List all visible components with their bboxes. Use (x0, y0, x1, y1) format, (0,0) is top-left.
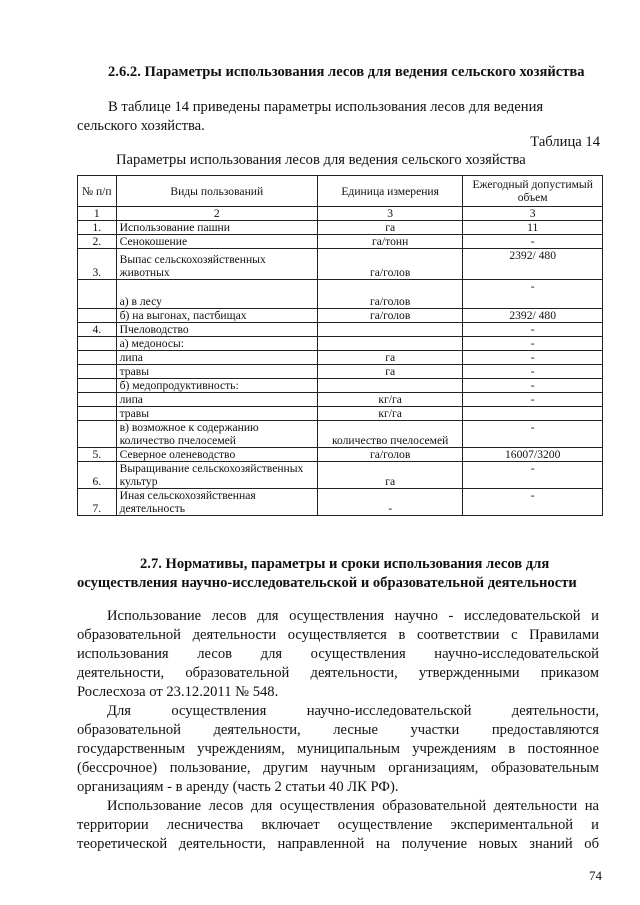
header-volume: Ежегодный допустимый объем (463, 176, 603, 207)
row-unit: кг/га (317, 393, 462, 407)
table-number: Таблица 14 (530, 134, 600, 150)
forest-use-table (77, 175, 603, 516)
row-volume: - (463, 235, 603, 249)
colnum-4: 3 (463, 207, 603, 221)
row-unit: га (317, 221, 462, 235)
section-heading-2-7-line-1: 2.7. Нормативы, параметры и сроки использования лесов для (140, 556, 550, 572)
row-type: а) медоносы: (116, 337, 317, 351)
section-heading-2-7-line-2: осуществления научно-исследовательской и образовательной деятельности (77, 575, 577, 591)
page-number: 74 (589, 868, 602, 883)
row-volume: - (463, 421, 603, 448)
row-unit: количество пчелосемей (317, 421, 462, 448)
header-type: Виды пользований (116, 176, 317, 207)
row-type: Использование пашни (116, 221, 317, 235)
table-row (78, 448, 603, 462)
row-num (78, 379, 117, 393)
row-num (78, 393, 117, 407)
row-type: Сенокошение (116, 235, 317, 249)
row-num (78, 351, 117, 365)
row-unit: га/голов (317, 280, 462, 309)
table-row (78, 489, 603, 516)
table-row (78, 365, 603, 379)
row-unit: га/голов (317, 309, 462, 323)
row-num: 2. (78, 235, 117, 249)
row-unit: га (317, 462, 462, 489)
row-num: 4. (78, 323, 117, 337)
body-line-6: Для осуществления научно-исследовательской деятельности, (107, 703, 599, 719)
table-row (78, 407, 603, 421)
table-row (78, 462, 603, 489)
row-num (78, 365, 117, 379)
row-num (78, 407, 117, 421)
body-line-3: использования лесов для осуществления научно-исследовательской (77, 646, 599, 662)
row-type: липа (116, 351, 317, 365)
body-line-5: Рослесхоза от 23.12.2011 № 548. (77, 684, 279, 700)
row-type: травы (116, 365, 317, 379)
table-row (78, 280, 603, 309)
table-colnum-row (78, 207, 603, 221)
table-row (78, 351, 603, 365)
row-volume: - (463, 462, 603, 489)
row-unit: - (317, 489, 462, 516)
row-volume: 11 (463, 221, 603, 235)
body-line-4: деятельности, образовательной деятельности, утвержденными приказом (77, 665, 599, 681)
body-line-7: образовательной деятельности, лесные участки предоставляются (77, 722, 599, 738)
row-volume: - (463, 393, 603, 407)
row-volume: - (463, 379, 603, 393)
row-type: Выпас сельскохозяйственных животных (116, 249, 317, 280)
row-num (78, 280, 117, 309)
row-type: Пчеловодство (116, 323, 317, 337)
body-line-2: образовательной деятельности осуществляется в соответствии с Правилами (77, 627, 599, 643)
body-line-12: территории лесничества включает осуществление экспериментальной и (77, 817, 599, 833)
row-volume: - (463, 351, 603, 365)
row-type: б) на выгонах, пастбищах (116, 309, 317, 323)
body-line-1: Использование лесов для осуществления научно - исследовательской и (107, 608, 599, 624)
header-num: № п/п (78, 176, 117, 207)
row-unit: га/голов (317, 448, 462, 462)
row-num (78, 421, 117, 448)
table-row (78, 309, 603, 323)
row-type: Северное оленеводство (116, 448, 317, 462)
table-row (78, 249, 603, 280)
header-unit: Единица измерения (317, 176, 462, 207)
row-volume: - (463, 323, 603, 337)
body-line-9: (бессрочное) пользование, другим научным организациям, образовательным (77, 760, 599, 776)
row-volume: - (463, 337, 603, 351)
row-unit (317, 379, 462, 393)
body-line-10: организациям - в аренду (часть 2 статьи 40 ЛК РФ). (77, 779, 399, 795)
row-num: 3. (78, 249, 117, 280)
body-line-11: Использование лесов для осуществления образовательной деятельности на (107, 798, 599, 814)
row-type: в) возможное к содержанию количество пчелосемей (116, 421, 317, 448)
row-num: 5. (78, 448, 117, 462)
row-unit: га/тонн (317, 235, 462, 249)
colnum-1: 1 (78, 207, 117, 221)
row-unit: га (317, 351, 462, 365)
row-num (78, 309, 117, 323)
table-row (78, 379, 603, 393)
intro-paragraph-line-1: В таблице 14 приведены параметры использования лесов для ведения (108, 99, 544, 115)
row-unit (317, 323, 462, 337)
row-volume: - (463, 280, 603, 309)
row-volume: 2392/ 480 (463, 249, 603, 280)
row-volume: 2392/ 480 (463, 309, 603, 323)
table-row (78, 235, 603, 249)
table-row (78, 323, 603, 337)
colnum-2: 2 (116, 207, 317, 221)
row-unit: кг/га (317, 407, 462, 421)
row-num: 6. (78, 462, 117, 489)
intro-paragraph-line-2: сельского хозяйства. (77, 118, 205, 134)
row-type: а) в лесу (116, 280, 317, 309)
row-unit (317, 337, 462, 351)
row-unit: га (317, 365, 462, 379)
row-type: б) медопродуктивность: (116, 379, 317, 393)
row-num: 1. (78, 221, 117, 235)
row-volume (463, 407, 603, 421)
table-row (78, 221, 603, 235)
row-num: 7. (78, 489, 117, 516)
row-type: липа (116, 393, 317, 407)
table-row (78, 421, 603, 448)
row-num (78, 337, 117, 351)
section-heading-2-6-2: 2.6.2. Параметры использования лесов для ведения сельского хозяйства (108, 64, 585, 80)
body-line-8: государственным учреждениям, муниципальным учреждениям в постоянное (77, 741, 599, 757)
table-title: Параметры использования лесов для ведения сельского хозяйства (116, 152, 526, 168)
row-unit: га/голов (317, 249, 462, 280)
table-row (78, 337, 603, 351)
body-line-13: теоретической деятельности, направленной на получение новых знаний об (77, 836, 599, 852)
colnum-3: 3 (317, 207, 462, 221)
row-volume: - (463, 489, 603, 516)
row-volume: - (463, 365, 603, 379)
table-header-row (78, 176, 603, 207)
table-row (78, 393, 603, 407)
row-type: Иная сельскохозяйственная деятельность (116, 489, 317, 516)
row-volume: 16007/3200 (463, 448, 603, 462)
row-type: Выращивание сельскохозяйственных культур (116, 462, 317, 489)
row-type: травы (116, 407, 317, 421)
